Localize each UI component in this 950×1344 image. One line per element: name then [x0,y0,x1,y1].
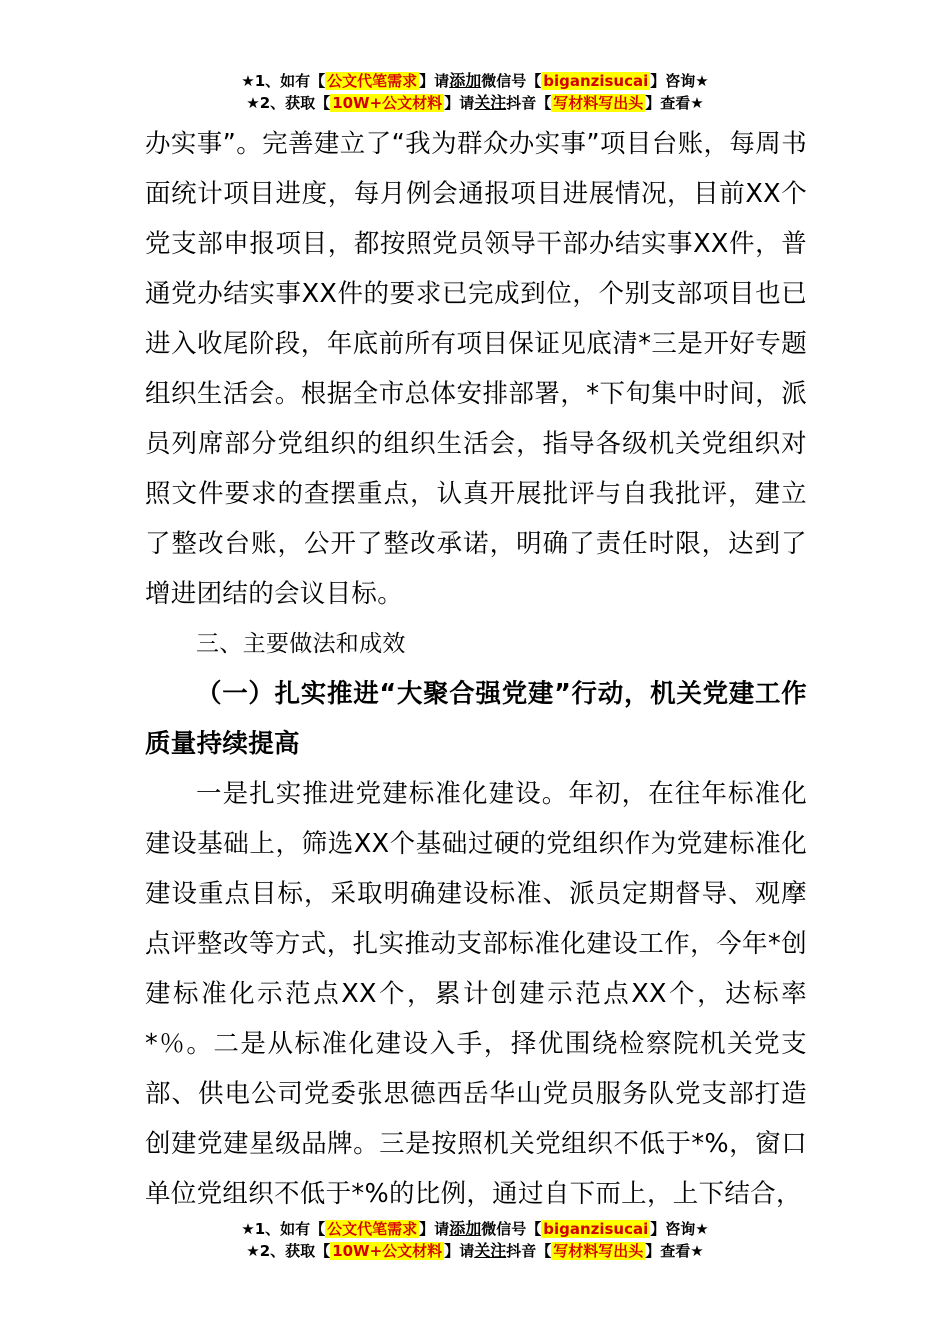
banner-line-1 [0,1218,950,1240]
banner-line-2 [0,1240,950,1262]
banner-text: 微信号【 [481,1220,542,1238]
banner-text: 】咨询★ [650,1220,709,1238]
body-paragraph-1: 办实事”。完善建立了“我为群众办实事”项目台账，每周书面统计项目进度，每月例会通报项目进展情况，目前XX个党支部申报项目，都按照党员领导干部办结实事XX件，普通党办结实事XX件的要求已完成到位，个别支部项目也已进入收尾阶段，年底前所有项目保证见底清*三是开好专题组织生活会。根据全市总体安排部署，*下旬集中时间，派员列席部分党组织的组织生活会，指导各级机关党组织对照文件要求的查摆重点，认真开展批评与自我批评，建立了整改台账，公开了整改承诺，明确了责任时限，达到了增进团结的会议目标。 [145,129,807,609]
bottom-banner [0,1218,950,1262]
banner-highlight: 公文代笔需求 [327,72,418,90]
banner-underlined-text: 添加 [449,1219,482,1238]
banner-text: 微信号【 [481,72,542,90]
banner-underlined-text: 添加 [449,71,482,90]
document-body [145,119,807,1219]
banner-text: 抖音【 [506,94,552,112]
top-banner [0,70,950,114]
banner-text: 】请 [419,1220,450,1238]
banner-text: 】查看★ [645,1242,704,1260]
banner-text: 抖音【 [506,1242,552,1260]
body-paragraph-2: 一是扎实推进党建标准化建设。年初，在往年标准化建设基础上，筛选XX个基础过硬的党组织作为党建标准化建设重点目标，采取明确建设标准、派员定期督导、观摩点评整改等方式，扎实推动支部标准化建设工作，今年*创建标准化示范点XX个，累计创建示范点XX个，达标率*％。二是从标准化建设入手，择优围绕检察院机关党支部、供电公司党委张思德西岳华山党员服务队党支部打造创建党建星级品牌。三是按照机关党组织不低于*%，窗口单位党组织不低于*%的比例，通过自下而上，上下结合， [145,779,807,1209]
banner-wechat-id: biganzisucai [543,72,649,90]
banner-line-1 [0,70,950,92]
banner-text: 】咨询★ [650,72,709,90]
banner-text: ★2、获取【 [246,1242,331,1260]
banner-text: 】请 [444,94,475,112]
banner-wechat-id: biganzisucai [543,1220,649,1238]
banner-highlight: 公文代笔需求 [327,1220,418,1238]
banner-text: 】请 [419,72,450,90]
banner-text: ★2、获取【 [246,94,331,112]
banner-text: ★1、如有【 [241,72,326,90]
banner-douyin-id: 写材料写出头 [553,1242,644,1260]
banner-douyin-id: 写材料写出头 [553,94,644,112]
banner-underlined-text: 关注 [474,93,507,112]
banner-text: 】请 [444,1242,475,1260]
banner-highlight: 10W+公文材料 [332,1242,443,1260]
banner-line-2 [0,92,950,114]
banner-text: ★1、如有【 [241,1220,326,1238]
sub-heading: （一）扎实推进“大聚合强党建”行动，机关党建工作质量持续提高 [145,679,807,759]
section-heading: 三、主要做法和成效 [196,631,406,657]
banner-underlined-text: 关注 [474,1241,507,1260]
banner-highlight: 10W+公文材料 [332,94,443,112]
banner-text: 】查看★ [645,94,704,112]
